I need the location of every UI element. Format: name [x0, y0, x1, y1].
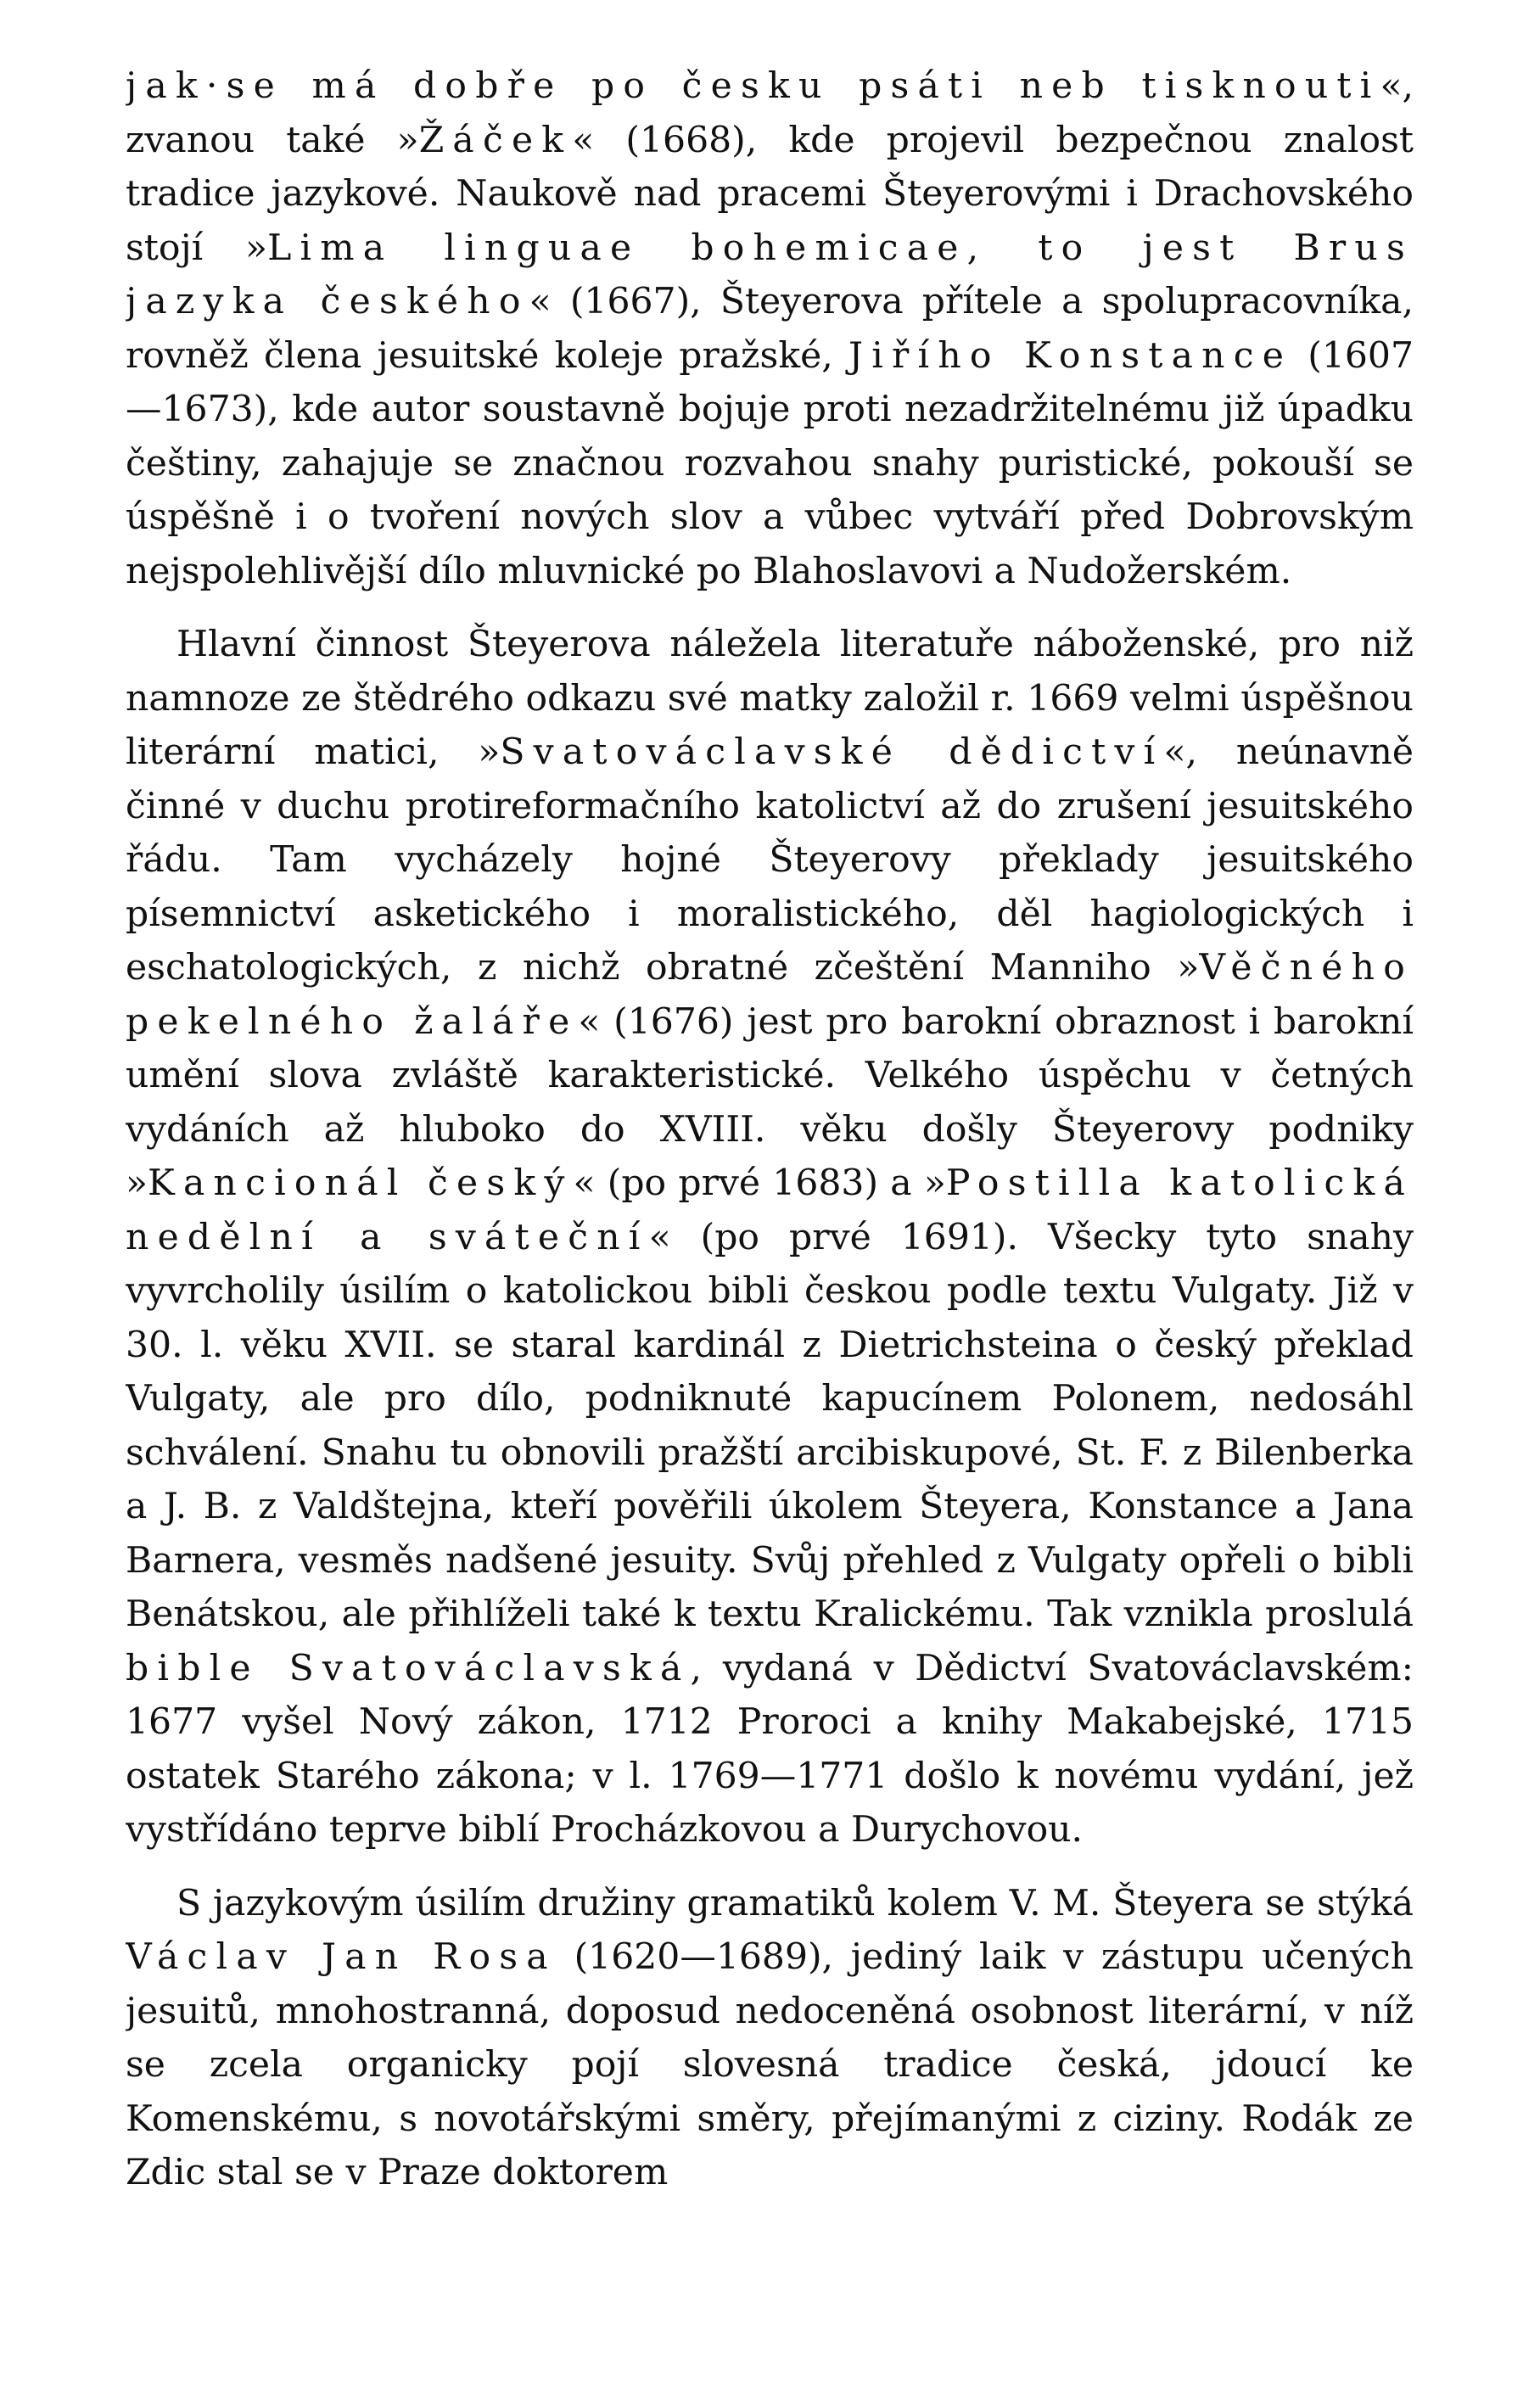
spaced-emphasis-text: Věčného pekelného žaláře [126, 947, 1414, 1043]
text-segment: « (1668), kde projevil bezpečnou znalost tradice jazykové. Naukově nad pracemi Šteyerovými i Drachovského stojí » [126, 119, 1414, 269]
paragraph [126, 618, 1414, 1857]
spaced-emphasis-text: bible Svatováclavská [126, 1647, 691, 1689]
spaced-emphasis-text: Kancionál český [148, 1162, 574, 1204]
spaced-emphasis-text: Lima linguae bohemicae, to jest Brus jazyka českého [126, 227, 1414, 322]
text-segment: « (1676) jest pro barokní obraznost i barokní umění slova zvláště karakteristické. Velkého úspěchu v četných vydáních až hluboko do XVIII. věku došly Šteyerovy podniky » [126, 1000, 1414, 1204]
spaced-emphasis-text: Václav Jan Rosa [126, 1936, 557, 1978]
text-segment: «, neúnavně činné v duchu protireformačního katolictví až do zrušení jesuitského řádu. Tam vycházely hojné Šteyerovy překlady jesuitského písemnictví asketického i moralistického, děl hagiologických i eschatologických, z nichž obratné zčeštění Manniho » [126, 731, 1414, 989]
document-page [126, 59, 1414, 2350]
text-segment: « (po prvé 1683) a » [573, 1162, 946, 1204]
paragraph [126, 1877, 1414, 2200]
spaced-emphasis-text: Jiřího Konstance [848, 334, 1293, 377]
spaced-emphasis-text: Postilla katolická nedělní a sváteční [126, 1162, 1414, 1258]
text-segment: « (1667), Šteyerova přítele a spolupracovníka, rovněž člena jesuitské koleje pražské, [126, 281, 1414, 377]
text-segment: S jazykovým úsilím družiny gramatiků kolem V. M. Šteyera se stýká [176, 1882, 1414, 1924]
text-segment: , vydaná v Dědictví Svatováclavském: 1677 vyšel Nový zákon, 1712 Proroci a knihy Makabejské, 1715 ostatek Starého zákona; v l. 1769—1771 došlo k novému vydání, jež vystřídáno teprve biblí Procházkovou a Durychovou. [126, 1647, 1414, 1851]
spaced-emphasis-text: jak·se má dobře po česku psáti neb tisknouti [126, 65, 1380, 107]
text-segment: « (po prvé 1691). Všecky tyto snahy vyvrcholily úsilím o katolickou bibli českou podle textu Vulgaty. Již v 30. l. věku XVII. se staral kardinál z Dietrichsteina o český překlad Vulgaty, ale pro dílo, podniknuté kapucínem Polonem, nedosáhl schválení. Snahu tu obnovili pražští arcibiskupové, St. F. z Bilenberka a J. B. z Valdštejna, kteří pověřili úkolem Šteyera, Konstance a Jana Barnera, vesměs nadšené jesuity. Svůj přehled z Vulgaty opřeli o bibli Benátskou, ale přihlíželi také k textu Kralickému. Tak vznikla proslulá [126, 1216, 1414, 1635]
text-segment: (1620—1689), jediný laik v zástupu učených jesuitů, mnohostranná, doposud nedoceněná osobnost literární, v níž se zcela organicky pojí slovesná tradice česká, jdoucí ke Komenskému, s novotářskými směry, přejímanými z ciziny. Rodák ze Zdic stal se v Praze doktorem [126, 1936, 1414, 2193]
spaced-emphasis-text: Svatováclavské dědictví [500, 731, 1164, 773]
spaced-emphasis-text: Žáček [418, 119, 573, 161]
paragraph [126, 59, 1414, 598]
text-segment: (1607—1673), kde autor soustavně bojuje proti nezadržitelnému již úpadku češtiny, zahajuje se značnou rozvahou snahy puristické, pokouší se úspěšně i o tvoření nových slov a vůbec vytváří před Dobrovským nejspolehlivější dílo mluvnické po Blahoslavovi a Nudožerském. [126, 334, 1414, 592]
text-segment: «, zvanou také » [126, 65, 1414, 161]
text-segment: Hlavní činnost Šteyerova náležela literatuře náboženské, pro niž namnoze ze štědrého odkazu své matky založil r. 1669 velmi úspěšnou literární matici, » [126, 624, 1414, 773]
